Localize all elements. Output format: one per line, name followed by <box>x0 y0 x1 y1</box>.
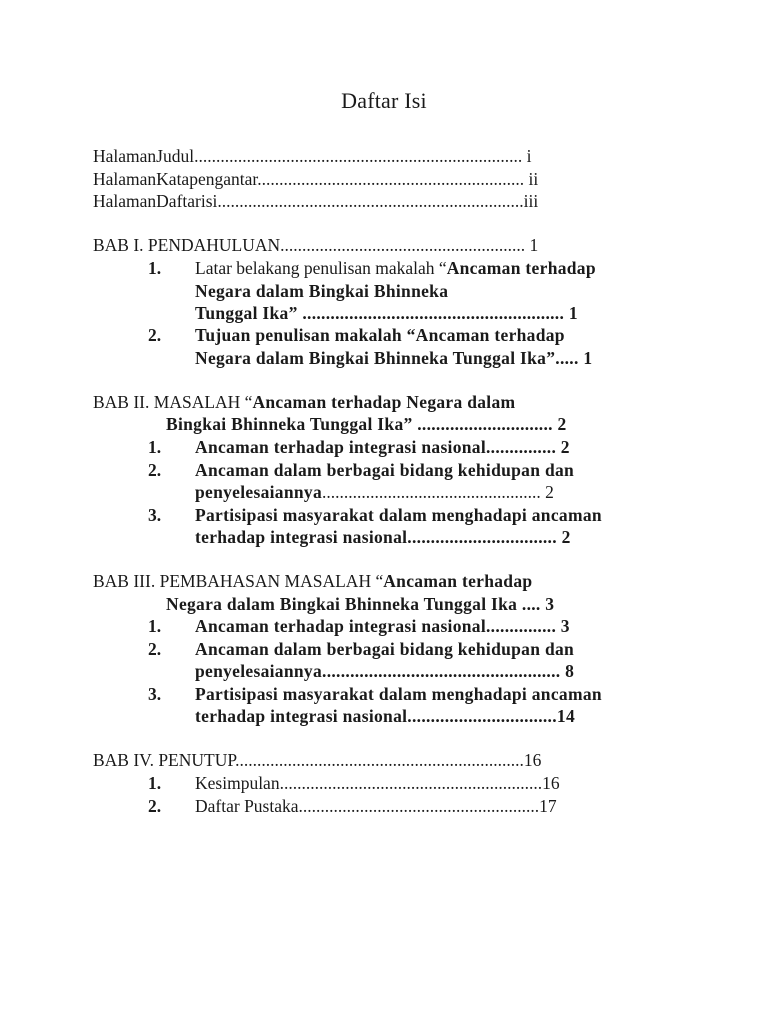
toc-bab2-item1: Ancaman terhadap integrasi nasional............... 2 <box>195 437 570 457</box>
toc-bab2-item3-line2: terhadap integrasi nasional................................ 2 <box>195 527 571 547</box>
page-title: Daftar Isi <box>341 88 427 113</box>
toc-bab3-item1-number: 1. <box>148 616 162 636</box>
toc-bab2-item1-number: 1. <box>148 437 162 457</box>
toc-bab3-heading-line1: BAB III. PEMBAHASAN MASALAH “Ancaman terhadap <box>93 571 533 591</box>
toc-bab1-item2-number: 2. <box>148 325 162 345</box>
toc-bab4-item2-number: 2. <box>148 796 162 816</box>
toc-entry-daftar-isi: HalamanDaftarisi......................................................................iii <box>93 191 539 211</box>
toc-entry-halaman-judul: HalamanJudul........................................................................... i <box>93 146 532 166</box>
toc-bab3-item3-line1: Partisipasi masyarakat dalam menghadapi ancaman <box>195 684 602 704</box>
toc-bab1-item1-line2: Negara dalam Bingkai Bhinneka <box>195 281 449 301</box>
toc-bab2-item2-line1: Ancaman dalam berbagai bidang kehidupan dan <box>195 460 575 480</box>
toc-bab1-item1-line1: Latar belakang penulisan makalah “Ancaman terhadap <box>195 258 596 278</box>
toc-bab3-item1: Ancaman terhadap integrasi nasional............... 3 <box>195 616 570 636</box>
toc-bab3-item2-line1: Ancaman dalam berbagai bidang kehidupan dan <box>195 639 575 659</box>
toc-bab2-item3-number: 3. <box>148 505 162 525</box>
toc-bab3-item3-line2: terhadap integrasi nasional................................14 <box>195 706 575 726</box>
toc-bab1-item2-line1: Tujuan penulisan makalah “Ancaman terhadap <box>195 325 565 345</box>
toc-bab3-item2-line2: penyelesaiannya................................................... 8 <box>195 661 575 681</box>
toc-bab3-item3-number: 3. <box>148 684 162 704</box>
toc-bab1-item1-number: 1. <box>148 258 162 278</box>
toc-bab2-item3-line1: Partisipasi masyarakat dalam menghadapi ancaman <box>195 505 602 525</box>
toc-bab4-item1-number: 1. <box>148 773 162 793</box>
toc-bab1-heading: BAB I. PENDAHULUAN........................................................ 1 <box>93 235 539 255</box>
toc-bab2-heading-line2: Bingkai Bhinneka Tunggal Ika” ............................. 2 <box>166 414 567 434</box>
toc-entry-kata-pengantar: HalamanKatapengantar............................................................. ii <box>93 169 539 189</box>
toc-bab4-item2: Daftar Pustaka.......................................................17 <box>195 796 557 816</box>
toc-bab3-item2-number: 2. <box>148 639 162 659</box>
toc-bab4-item1: Kesimpulan............................................................16 <box>195 773 560 793</box>
toc-bab2-item2-line2: penyelesaiannya.................................................. 2 <box>195 482 554 502</box>
toc-bab3-heading-line2: Negara dalam Bingkai Bhinneka Tunggal Ika .... 3 <box>166 594 555 614</box>
toc-bab1-item1-line3: Tunggal Ika” ........................................................ 1 <box>195 303 578 323</box>
toc-bab2-heading-line1: BAB II. MASALAH “Ancaman terhadap Negara dalam <box>93 392 516 412</box>
toc-bab1-item2-line2: Negara dalam Bingkai Bhinneka Tunggal Ika”..... 1 <box>195 348 593 368</box>
toc-bab4-heading: BAB IV. PENUTUP..................................................................16 <box>93 750 542 770</box>
toc-bab2-item2-number: 2. <box>148 460 162 480</box>
